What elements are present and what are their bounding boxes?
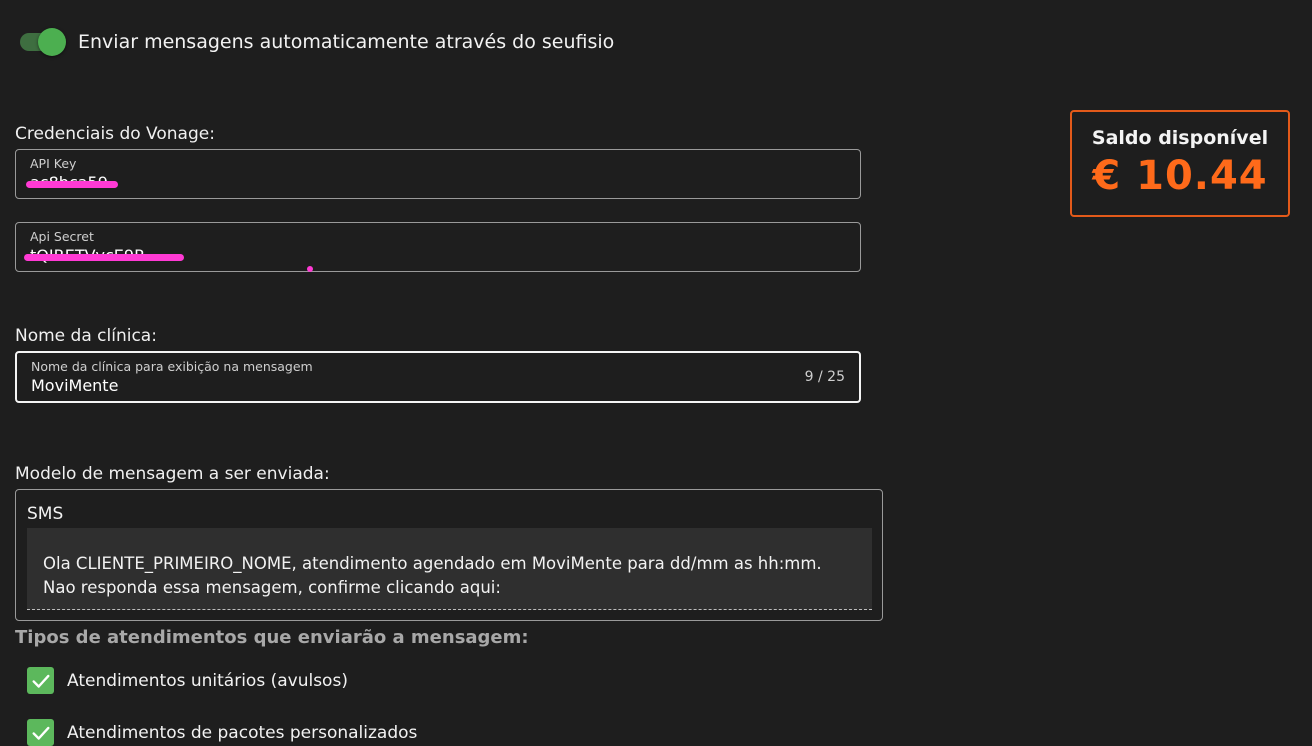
api-key-label: API Key <box>30 156 77 171</box>
vonage-section-label: Credenciais do Vonage: <box>15 124 215 144</box>
package-appointments-label: Atendimentos de pacotes personalizados <box>67 722 418 743</box>
channel-label: SMS <box>27 504 64 524</box>
message-template-box <box>15 489 883 621</box>
check-icon <box>30 670 52 692</box>
balance-title: Saldo disponível <box>1091 127 1269 149</box>
appointment-type-packages[interactable] <box>27 719 417 746</box>
annotation-dot <box>307 266 313 272</box>
package-appointments-checkbox[interactable] <box>27 719 54 746</box>
clinic-name-field[interactable] <box>15 351 861 403</box>
api-secret-field[interactable] <box>15 222 861 272</box>
appointment-type-single[interactable] <box>27 667 348 694</box>
char-counter: 9 / 25 <box>804 369 845 385</box>
auto-send-toggle[interactable] <box>18 26 66 58</box>
auto-send-label: Enviar mensagens automaticamente através do seufisio <box>78 31 615 53</box>
api-secret-label: Api Secret <box>30 229 94 244</box>
clinic-name-value: MoviMente <box>31 376 119 395</box>
auto-send-row <box>18 26 614 58</box>
redaction-mark <box>26 181 118 188</box>
toggle-knob <box>38 28 66 56</box>
clinic-section-label: Nome da clínica: <box>15 326 157 346</box>
single-appointments-label: Atendimentos unitários (avulsos) <box>67 670 348 691</box>
single-appointments-checkbox[interactable] <box>27 667 54 694</box>
api-key-field[interactable] <box>15 149 861 199</box>
appointment-types-title: Tipos de atendimentos que enviarão a mensagem: <box>15 627 529 648</box>
balance-card <box>1070 110 1290 217</box>
template-section-label: Modelo de mensagem a ser enviada: <box>15 464 330 484</box>
check-icon <box>30 722 52 744</box>
balance-amount: € 10.44 <box>1092 153 1268 199</box>
clinic-name-label: Nome da clínica para exibição na mensagem <box>31 359 313 374</box>
message-template-text[interactable]: Ola CLIENTE_PRIMEIRO_NOME, atendimento agendado em MoviMente para dd/mm as hh:mm. Nao responda essa mensagem, confirme clicando aqui: <box>27 528 872 610</box>
redaction-mark <box>24 254 184 261</box>
